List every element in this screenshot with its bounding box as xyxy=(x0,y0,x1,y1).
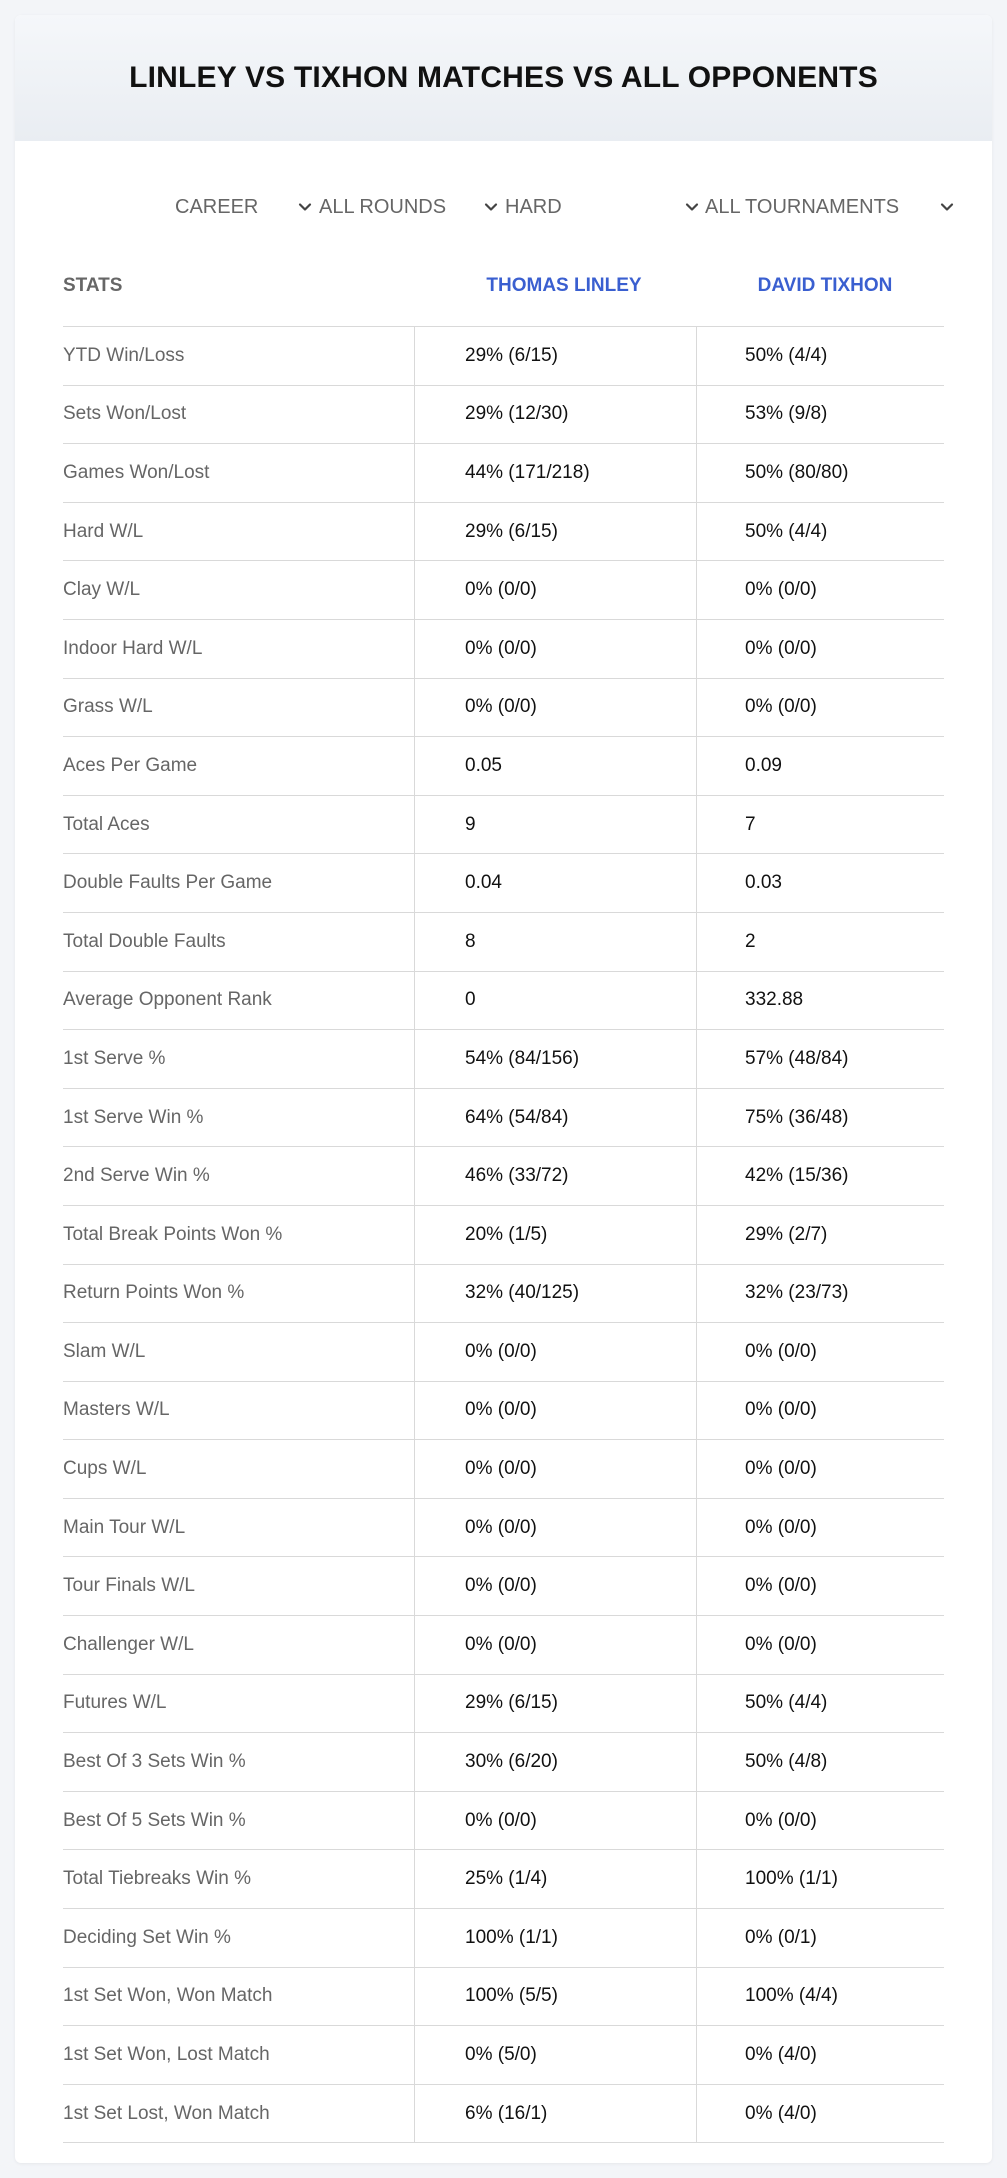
filter-period[interactable] xyxy=(175,187,313,227)
stat-label: 1st Serve Win % xyxy=(63,1106,204,1128)
filter-tournaments[interactable] xyxy=(705,187,955,227)
stat-label: Double Faults Per Game xyxy=(63,872,273,894)
table-row xyxy=(63,1968,944,2027)
filter-rounds-value: ALL ROUNDS xyxy=(319,195,447,218)
player1-value: 0 xyxy=(414,972,696,1030)
stat-label: 2nd Serve Win % xyxy=(63,1165,210,1187)
table-row xyxy=(63,2085,944,2144)
player2-column-header[interactable]: DAVID TIXHON xyxy=(757,274,893,296)
player2-value: 0% (0/1) xyxy=(696,1909,944,1967)
player1-value: 8 xyxy=(414,913,696,971)
player1-value: 0% (0/0) xyxy=(414,1440,696,1498)
player2-value: 0% (0/0) xyxy=(696,1792,944,1850)
stat-label: 1st Serve % xyxy=(63,1047,166,1069)
stat-label: Total Tiebreaks Win % xyxy=(63,1868,251,1890)
player2-value: 0% (0/0) xyxy=(696,1323,944,1381)
table-row xyxy=(63,1557,944,1616)
stat-label: 1st Set Lost, Won Match xyxy=(63,2102,270,2124)
player2-value: 32% (23/73) xyxy=(696,1265,944,1323)
chevron-down-icon xyxy=(684,199,700,215)
table-row xyxy=(63,1909,944,1968)
player2-value: 50% (4/8) xyxy=(696,1733,944,1791)
table-row xyxy=(63,796,944,855)
table-row xyxy=(63,1850,944,1909)
stat-label: Challenger W/L xyxy=(63,1633,194,1655)
player1-value: 20% (1/5) xyxy=(414,1206,696,1264)
player1-value: 29% (6/15) xyxy=(414,1675,696,1733)
player1-column-header[interactable]: THOMAS LINLEY xyxy=(486,274,642,296)
player2-value: 100% (1/1) xyxy=(696,1850,944,1908)
player2-value: 100% (4/4) xyxy=(696,1968,944,2026)
stat-label: Games Won/Lost xyxy=(63,461,210,483)
player1-value: 100% (1/1) xyxy=(414,1909,696,1967)
table-row xyxy=(63,1733,944,1792)
player1-value: 0% (0/0) xyxy=(414,1382,696,1440)
player1-value: 25% (1/4) xyxy=(414,1850,696,1908)
table-row xyxy=(63,561,944,620)
player2-value: 57% (48/84) xyxy=(696,1030,944,1088)
table-row xyxy=(63,503,944,562)
table-row xyxy=(63,913,944,972)
table-row xyxy=(63,1440,944,1499)
player2-value: 0% (0/0) xyxy=(696,1616,944,1674)
stat-label: Clay W/L xyxy=(63,579,141,601)
table-row xyxy=(63,2026,944,2085)
player2-value: 0.09 xyxy=(696,737,944,795)
stats-table xyxy=(63,245,944,2143)
stat-label: Total Aces xyxy=(63,813,150,835)
stat-label: Best Of 3 Sets Win % xyxy=(63,1751,246,1773)
stat-label: Total Break Points Won % xyxy=(63,1223,283,1245)
stat-label: 1st Set Won, Lost Match xyxy=(63,2044,270,2066)
filter-period-value: CAREER xyxy=(175,195,259,218)
player1-value: 64% (54/84) xyxy=(414,1089,696,1147)
table-row xyxy=(63,444,944,503)
stat-label: Main Tour W/L xyxy=(63,1516,186,1538)
player1-value: 0% (0/0) xyxy=(414,679,696,737)
table-row xyxy=(63,1089,944,1148)
stat-label: Tour Finals W/L xyxy=(63,1575,195,1597)
table-row xyxy=(63,972,944,1031)
stat-label: 1st Set Won, Won Match xyxy=(63,1985,273,2007)
chevron-down-icon xyxy=(297,199,313,215)
stats-column-header: STATS xyxy=(63,274,123,296)
player1-value: 0% (5/0) xyxy=(414,2026,696,2084)
filter-tournaments-value: ALL TOURNAMENTS xyxy=(705,195,900,218)
table-row xyxy=(63,679,944,738)
stat-label: Masters W/L xyxy=(63,1399,170,1421)
player1-value: 0% (0/0) xyxy=(414,1792,696,1850)
player1-value: 54% (84/156) xyxy=(414,1030,696,1088)
player1-value: 0.05 xyxy=(414,737,696,795)
player1-value: 6% (16/1) xyxy=(414,2085,696,2143)
player2-value: 75% (36/48) xyxy=(696,1089,944,1147)
page-title: LINLEY VS TIXHON MATCHES VS ALL OPPONENTS xyxy=(129,61,878,94)
table-row xyxy=(63,1030,944,1089)
player2-value: 0% (0/0) xyxy=(696,1557,944,1615)
card-header xyxy=(15,15,992,141)
stat-label: Total Double Faults xyxy=(63,930,226,952)
player1-value: 44% (171/218) xyxy=(414,444,696,502)
table-row xyxy=(63,1382,944,1441)
player2-value: 7 xyxy=(696,796,944,854)
stat-label: Grass W/L xyxy=(63,696,153,718)
player2-value: 0.03 xyxy=(696,854,944,912)
player2-value: 0% (0/0) xyxy=(696,620,944,678)
player1-value: 32% (40/125) xyxy=(414,1265,696,1323)
stat-label: Average Opponent Rank xyxy=(63,989,272,1011)
player1-value: 29% (12/30) xyxy=(414,386,696,444)
player2-value: 53% (9/8) xyxy=(696,386,944,444)
player2-value: 50% (80/80) xyxy=(696,444,944,502)
player1-value: 0% (0/0) xyxy=(414,1616,696,1674)
table-row xyxy=(63,854,944,913)
stat-label: Hard W/L xyxy=(63,520,144,542)
table-row xyxy=(63,1147,944,1206)
stat-label: Cups W/L xyxy=(63,1458,147,1480)
table-body xyxy=(63,327,944,2143)
player2-value: 50% (4/4) xyxy=(696,327,944,385)
player1-value: 29% (6/15) xyxy=(414,327,696,385)
player1-value: 0% (0/0) xyxy=(414,561,696,619)
filter-surface-value: HARD xyxy=(505,195,562,218)
player2-value: 42% (15/36) xyxy=(696,1147,944,1205)
player2-value: 0% (0/0) xyxy=(696,1499,944,1557)
player2-value: 0% (4/0) xyxy=(696,2026,944,2084)
stats-card xyxy=(15,15,992,2163)
stat-label: Indoor Hard W/L xyxy=(63,637,203,659)
stat-label: Best Of 5 Sets Win % xyxy=(63,1809,246,1831)
player1-value: 0% (0/0) xyxy=(414,1499,696,1557)
player2-value: 50% (4/4) xyxy=(696,1675,944,1733)
chevron-down-icon xyxy=(483,199,499,215)
filter-bar xyxy=(15,187,992,227)
player1-value: 30% (6/20) xyxy=(414,1733,696,1791)
table-row xyxy=(63,1616,944,1675)
stat-label: Futures W/L xyxy=(63,1692,167,1714)
stat-label: Return Points Won % xyxy=(63,1282,245,1304)
player1-value: 0% (0/0) xyxy=(414,1323,696,1381)
player1-value: 0% (0/0) xyxy=(414,620,696,678)
stat-label: YTD Win/Loss xyxy=(63,344,185,366)
chevron-down-icon xyxy=(939,199,955,215)
player2-value: 2 xyxy=(696,913,944,971)
stat-label: Aces Per Game xyxy=(63,754,198,776)
player2-value: 50% (4/4) xyxy=(696,503,944,561)
table-row xyxy=(63,1323,944,1382)
player1-value: 29% (6/15) xyxy=(414,503,696,561)
table-row xyxy=(63,1792,944,1851)
player1-value: 9 xyxy=(414,796,696,854)
player1-value: 100% (5/5) xyxy=(414,1968,696,2026)
table-row xyxy=(63,1206,944,1265)
player1-value: 0% (0/0) xyxy=(414,1557,696,1615)
table-row xyxy=(63,1499,944,1558)
player2-value: 0% (0/0) xyxy=(696,679,944,737)
player2-value: 332.88 xyxy=(696,972,944,1030)
stat-label: Slam W/L xyxy=(63,1340,146,1362)
player2-value: 29% (2/7) xyxy=(696,1206,944,1264)
stat-label: Sets Won/Lost xyxy=(63,403,187,425)
table-row xyxy=(63,1675,944,1734)
player2-value: 0% (0/0) xyxy=(696,561,944,619)
filter-rounds[interactable] xyxy=(319,187,499,227)
table-row xyxy=(63,1265,944,1324)
player1-value: 0.04 xyxy=(414,854,696,912)
table-row xyxy=(63,620,944,679)
player2-value: 0% (4/0) xyxy=(696,2085,944,2143)
player2-value: 0% (0/0) xyxy=(696,1440,944,1498)
table-row xyxy=(63,386,944,445)
stat-label: Deciding Set Win % xyxy=(63,1926,231,1948)
table-row xyxy=(63,327,944,386)
table-header xyxy=(63,245,944,327)
table-row xyxy=(63,737,944,796)
filter-surface[interactable] xyxy=(505,187,700,227)
player2-value: 0% (0/0) xyxy=(696,1382,944,1440)
player1-value: 46% (33/72) xyxy=(414,1147,696,1205)
